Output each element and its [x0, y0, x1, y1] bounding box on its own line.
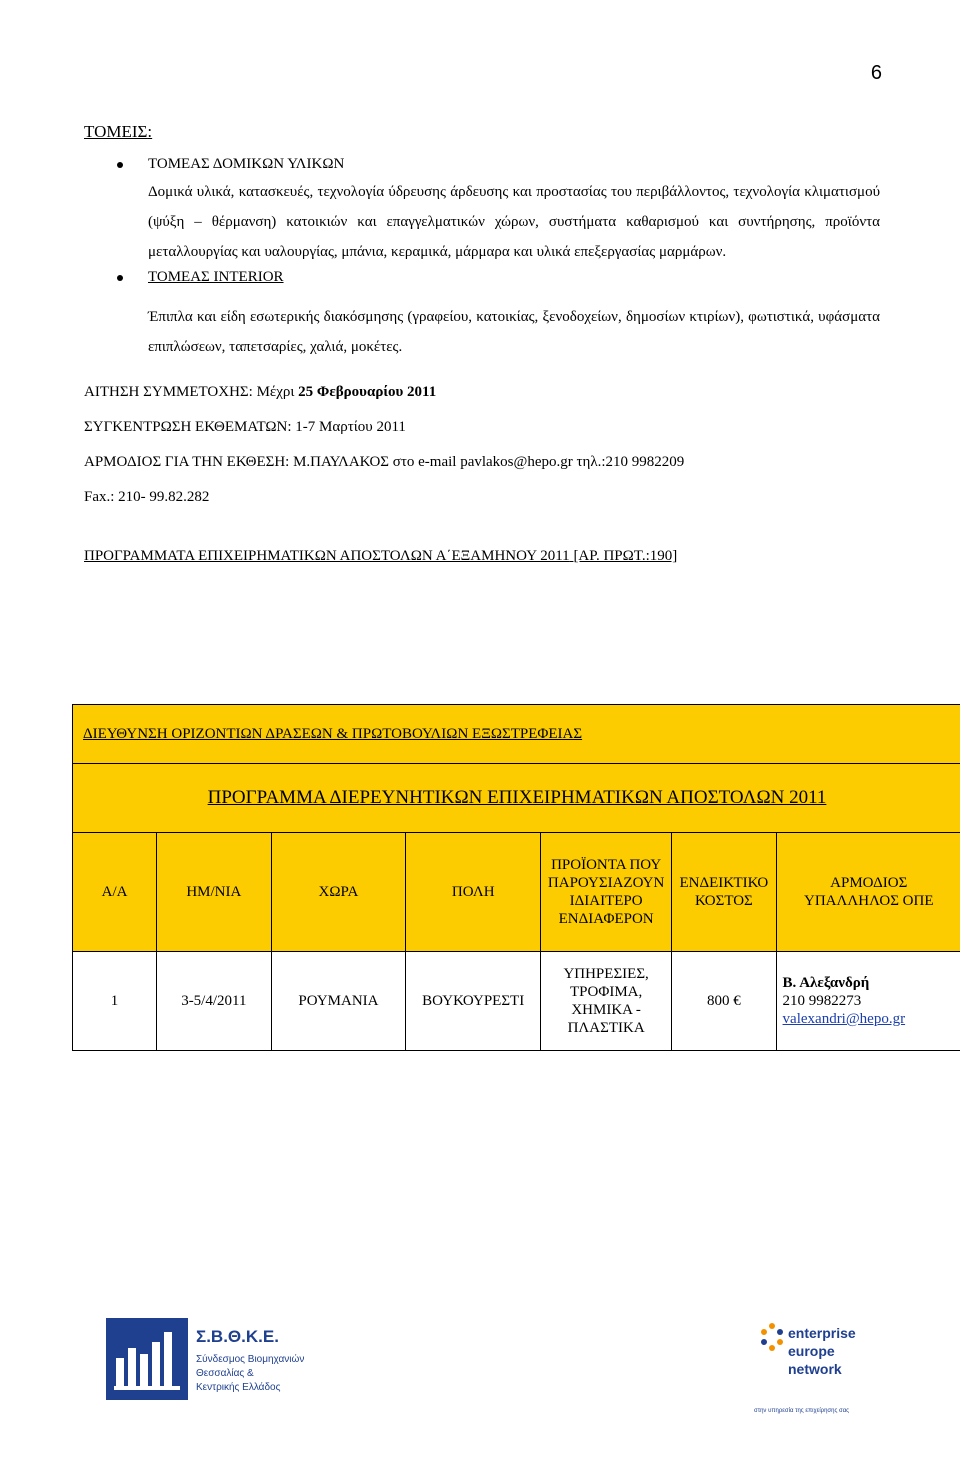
sbthke-logo-title: Σ.Β.Θ.Κ.Ε. [196, 1327, 279, 1346]
document-body [84, 122, 880, 565]
een-stars-icon [761, 1323, 783, 1351]
program-header: ΠΡΟΓΡΑΜΜΑ ΔΙΕΡΕΥΝΗΤΙΚΩΝ ΕΠΙΧΕΙΡΗΜΑΤΙΚΩΝ ΑΠΟΣΤΟΛΩΝ 2011 [73, 764, 960, 833]
column-header: ΠΡΟΪΟΝΤΑ ΠΟΥ ΠΑΡΟΥΣΙΑΖΟΥΝ ΙΔΙΑΙΤΕΡΟ ΕΝΔΙΑΦΕΡΟΝ [541, 833, 672, 952]
column-header: ΠΟΛΗ [406, 833, 541, 952]
cell-date: 3-5/4/2011 [157, 952, 271, 1051]
sector-title: ΤΟΜΕΑΣ INTERIOR [148, 269, 284, 285]
page-number: 6 [870, 62, 882, 84]
bullet-icon [117, 162, 123, 168]
een-logo-line: enterprise [788, 1325, 856, 1341]
cell-aa: 1 [73, 952, 157, 1051]
cell-city: ΒΟΥΚΟΥΡΕΣΤΙ [406, 952, 541, 1051]
column-header: ΕΝΔΕΙΚΤΙΚΟ ΚΟΣΤΟΣ [672, 833, 776, 952]
sector-description: Δομικά υλικά, κατασκευές, τεχνολογία ύδρευσης άρδευσης και προστασίας του περιβάλλοντος, τεχνολογία κλιματισμού (ψύξη – θέρμανση) κατοικιών και επαγγελματικών χώρων, συστήματα καθαρισμού και συντήρησης, προϊόντα μεταλλουργίας και υαλουργίας, μπάνια, κεραμικά, μάρμαρα και υλικά επεξεργασίας μαρμάρων. [148, 184, 880, 260]
program-title: ΠΡΟΓΡΑΜΜΑΤΑ ΕΠΙΧΕΙΡΗΜΑΤΙΚΩΝ ΑΠΟΣΤΟΛΩΝ Α΄ΕΞΑΜΗΝΟΥ 2011 [ΑΡ. ΠΡΩΤ.:190] [84, 548, 678, 564]
cell-products: ΥΠΗΡΕΣΙΕΣ, ΤΡΟΦΙΜΑ, ΧΗΜΙΚΑ - ΠΛΑΣΤΙΚΑ [541, 952, 672, 1051]
column-header: Α/Α [73, 833, 157, 952]
bullet-icon [117, 275, 123, 281]
department-header: ΔΙΕΥΘΥΝΣΗ ΟΡΙΖΟΝΤΙΩΝ ΔΡΑΣΕΩΝ & ΠΡΩΤΟΒΟΥΛΙΩΝ ΕΞΩΣΤΡΕΦΕΙΑΣ [73, 705, 960, 764]
cell-cost: 800 € [672, 952, 776, 1051]
column-headers [73, 833, 960, 952]
een-logo-line: europe [788, 1343, 835, 1359]
table-row [73, 952, 960, 1051]
sbthke-logo-line: Κεντρικής Ελλάδος [196, 1382, 281, 1393]
sector-item [84, 269, 880, 362]
mission-table [72, 704, 960, 1051]
officer-name: Β. Αλεξανδρή [782, 975, 870, 991]
officer-phone: 210 9982273 [782, 993, 862, 1009]
cell-country: ΡΟΥΜΑΝΙΑ [271, 952, 406, 1051]
officer-email[interactable]: valexandri@hepo.gr [782, 1011, 906, 1027]
sbthke-logo-line: Σύνδεσμος Βιομηχανιών [196, 1354, 305, 1365]
sbthke-logo [106, 1318, 316, 1400]
een-tagline: στην υπηρεσία της επιχείρησης σας [754, 1408, 850, 1414]
sectors-heading: ΤΟΜΕΙΣ: [84, 122, 153, 141]
een-logo [752, 1318, 862, 1428]
sector-item [84, 156, 880, 267]
exhibition-contact: ΑΡΜΟΔΙΟΣ ΓΙΑ ΤΗΝ ΕΚΘΕΣΗ: Μ.ΠΑΥΛΑΚΟΣ στο e-mail pavlakos@hepo.gr τηλ.:210 9982209 [84, 454, 685, 470]
column-header: ΧΩΡΑ [271, 833, 406, 952]
exhibits-collection: ΣΥΓΚΕΝΤΡΩΣΗ ΕΚΘΕΜΑΤΩΝ: 1-7 Μαρτίου 2011 [84, 419, 406, 435]
sector-description: Έπιπλα και είδη εσωτερικής διακόσμησης (γραφείου, κατοικίας, ξενοδοχείων, δημοσίων κτιρίων), φωτιστικά, υφάσματα επιπλώσεων, ταπετσαρίες, χαλιά, μοκέτες. [148, 309, 880, 355]
application-deadline: ΑΙΤΗΣΗ ΣΥΜΜΕΤΟΧΗΣ: Μέχρι 25 Φεβρουαρίου 2011 [84, 384, 437, 400]
sectors-list [84, 156, 880, 362]
een-logo-line: network [788, 1361, 842, 1377]
column-header: ΗΜ/ΝΙΑ [157, 833, 271, 952]
sbthke-logo-line: Θεσσαλίας & [196, 1368, 254, 1379]
cell-officer [776, 952, 960, 1051]
fax-number: Fax.: 210- 99.82.282 [84, 489, 210, 505]
sector-title: ΤΟΜΕΑΣ ΔΟΜΙΚΩΝ ΥΛΙΚΩΝ [148, 156, 345, 172]
column-header: ΑΡΜΟΔΙΟΣ ΥΠΑΛΛΗΛΟΣ ΟΠΕ [776, 833, 960, 952]
